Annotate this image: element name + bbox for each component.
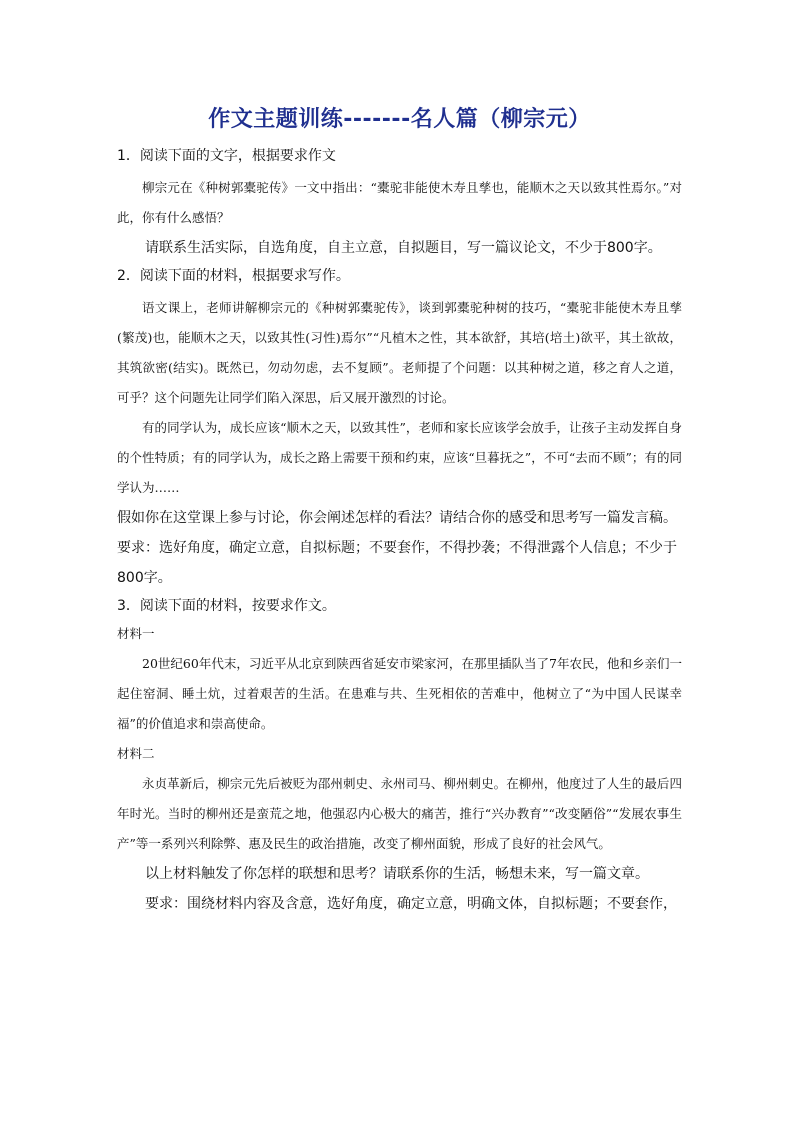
question-2-paragraph-1: 语文课上，老师讲解柳宗元的《种树郭橐驼传》，谈到郭橐驼种树的技巧，“橐驼非能使木寿且孳(繁茂)也，能顺木之天，以致其性(习性)焉尔”“凡植木之性，其本欲舒，其培(培土)欲平，其土欲故，其筑欲密(结实)。既然已，勿动勿虑，去不复顾”。老师提了个问题：以其种树之道，移之育人之道，可乎？这个问题先让同学们陷入深思，后又展开激烈的讨论。 <box>117 300 682 405</box>
page-title: 作文主题训练-------名人篇（柳宗元） <box>208 107 591 132</box>
question-2-paragraph-2: 有的同学认为，成长应该“顺木之天，以致其性”，老师和家长应该学会放手，让孩子主动发挥自身的个性特质；有的同学认为，成长之路上需要干预和约束，应该“旦暮抚之”，不可“去而不顾”；有的同学认为…… <box>117 420 682 495</box>
material-2-label: 材料二 <box>117 746 155 761</box>
material-1-label: 材料一 <box>117 626 155 641</box>
question-3-requirement: 要求：围绕材料内容及含意，选好角度，确定立意，明确文体，自拟标题；不要套作， <box>145 896 677 912</box>
question-1-requirement: 请联系生活实际，自选角度，自主立意，自拟题目，写一篇议论文，不少于800字。 <box>145 240 662 256</box>
question-3-prompt: 以上材料触发了你怎样的联想和思考？请联系你的生活，畅想未来，写一篇文章。 <box>145 866 649 882</box>
question-3-heading: 3．阅读下面的材料，按要求作文。 <box>117 598 336 614</box>
question-2-paragraph-3: 假如你在这堂课上参与讨论，你会阐述怎样的看法？请结合你的感受和思考写一篇发言稿。要求：选好角度，确定立意，自拟标题；不要套作，不得抄袭；不得泄露个人信息；不少于800字。 <box>117 510 677 586</box>
document-page <box>117 96 682 919</box>
question-1-text: 柳宗元在《种树郭橐驼传》一文中指出：“橐驼非能使木寿且孳也，能顺木之天以致其性焉尔。”对此，你有什么感悟？ <box>117 180 682 225</box>
material-1-text: 20世纪60年代末，习近平从北京到陕西省延安市梁家河，在那里插队当了7年农民，他和乡亲们一起住窑洞、睡土炕，过着艰苦的生活。在患难与共、生死相依的苦难中，他树立了“为中国人民谋幸福”的价值追求和崇高使命。 <box>117 656 682 731</box>
question-1-heading: 1．阅读下面的文字，根据要求作文 <box>117 148 336 164</box>
material-2-text: 永贞革新后，柳宗元先后被贬为邵州刺史、永州司马、柳州刺史。在柳州，他度过了人生的最后四年时光。当时的柳州还是蛮荒之地，他强忍内心极大的痛苦，推行“兴办教育”“改变陋俗”“发展农事生产”等一系列兴利除弊、惠及民生的政治措施，改变了柳州面貌，形成了良好的社会风气。 <box>117 776 682 851</box>
question-2-heading: 2．阅读下面的材料，根据要求写作。 <box>117 268 350 284</box>
